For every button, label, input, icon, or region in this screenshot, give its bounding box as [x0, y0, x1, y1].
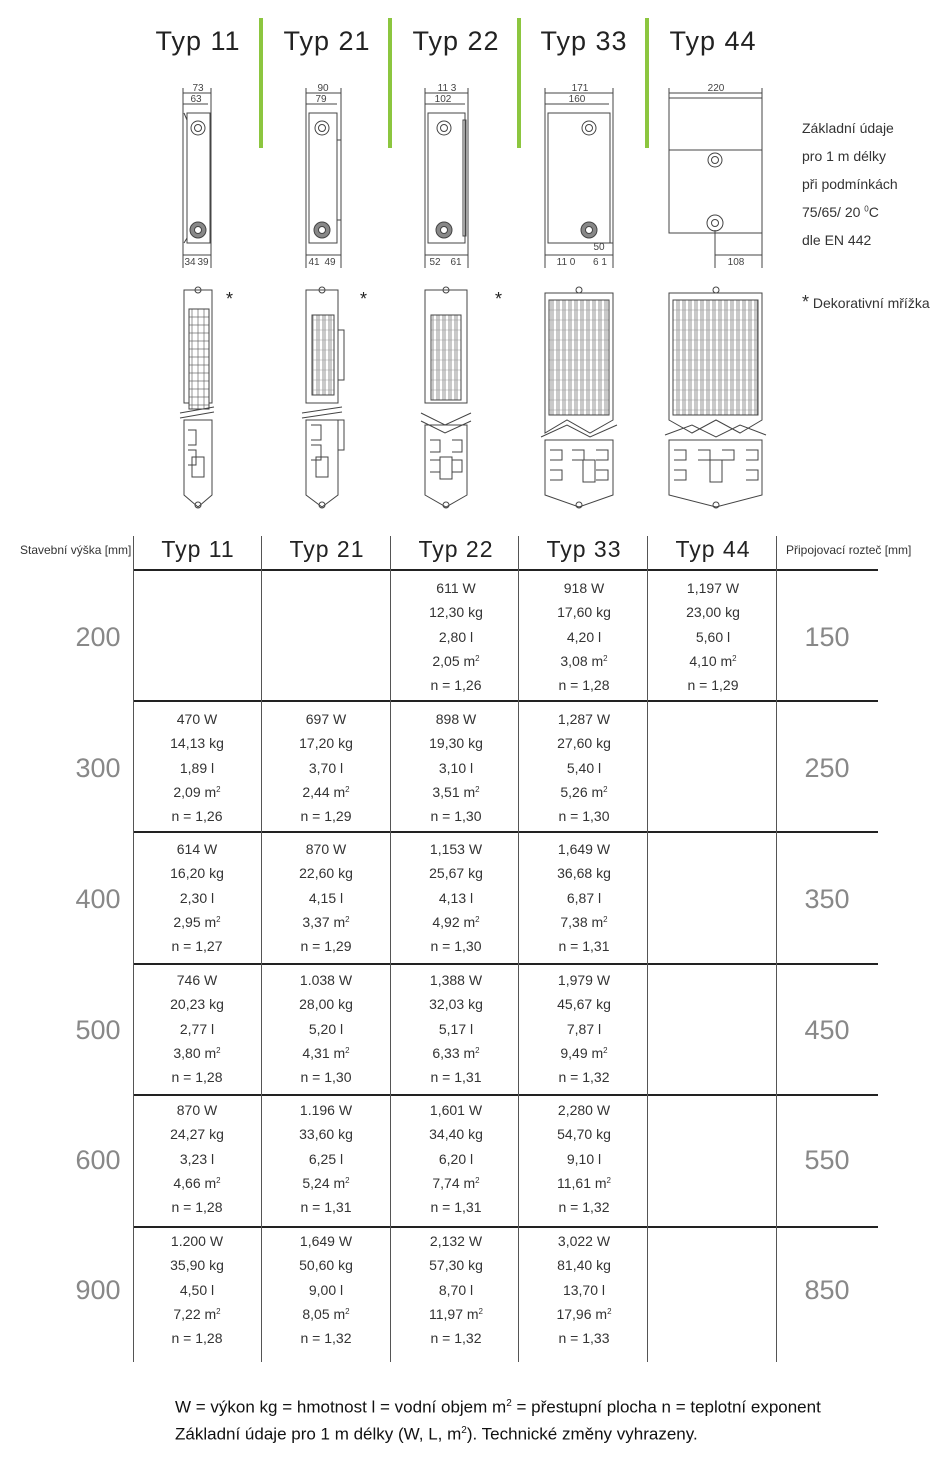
row-height: 500 — [75, 1015, 121, 1045]
section-drawing-44 — [665, 287, 766, 508]
table-rule — [133, 1094, 878, 1096]
dim-t11-b2: 39 — [197, 257, 209, 268]
dim-t21-b1: 41 — [308, 257, 320, 268]
table-rule — [133, 1226, 878, 1228]
dim-t22-b2: 61 — [450, 257, 462, 268]
table-cell: 870 W 22,60 kg 4,15 l 3,37 $m^2$ n = 1,29 — [299, 841, 353, 955]
type-heading-21: Typ 21 — [283, 26, 371, 56]
table-rule — [133, 700, 878, 702]
row-height: 400 — [75, 884, 121, 914]
section-drawing-21 — [302, 287, 344, 508]
table-head-44: Typ 44 — [675, 536, 751, 562]
decor-star-11: * — [226, 289, 234, 309]
row-spacing: 150 — [804, 622, 850, 652]
dim-t22-b1: 52 — [429, 257, 441, 268]
section-drawing-22 — [421, 287, 471, 508]
row-spacing: 850 — [804, 1275, 850, 1305]
table-cell: 918 W 17,60 kg 4,20 l 3,08 $m^2$ n = 1,28 — [557, 580, 611, 694]
dim-t21-top: 90 — [317, 83, 329, 94]
dim-t33-b1: 11 0 — [556, 257, 576, 268]
table-head-22: Typ 22 — [418, 536, 494, 562]
radiator-section-drawings — [0, 285, 790, 515]
dim-t11-second: 63 — [190, 94, 202, 105]
table-cell: 1,979 W 45,67 kg 7,87 l 9,49 $m^2$ n = 1,32 — [557, 972, 611, 1086]
row-spacing: 350 — [804, 884, 850, 914]
decor-legend: * Dekorativní mřížka — [802, 292, 930, 312]
table-cell: 3,022 W 81,40 kg 13,70 l 17,96 $m^2$ n = 1,33 — [556, 1233, 612, 1347]
row-spacing: 550 — [804, 1145, 850, 1175]
table-cell: 1,197 W 23,00 kg 5,60 l 4,10 $m^2$ n = 1,29 — [686, 580, 740, 694]
dimension-drawing-21 — [306, 88, 341, 268]
dim-t22-second: 102 — [434, 94, 452, 105]
table-cell: 1,153 W 25,67 kg 4,13 l 4,92 $m^2$ n = 1,30 — [429, 841, 483, 955]
table-head-11: Typ 11 — [161, 536, 235, 562]
legend — [175, 1392, 821, 1445]
dimension-drawing-22 — [425, 88, 468, 268]
table-cell: 611 W 12,30 kg 2,80 l 2,05 $m^2$ n = 1,26 — [429, 580, 483, 694]
table-rule — [133, 831, 878, 833]
table-cell: 898 W 19,30 kg 3,10 l 3,51 $m^2$ n = 1,30 — [429, 711, 483, 825]
decor-star-21: * — [360, 289, 368, 309]
table-cell: 1,649 W 36,68 kg 6,87 l 7,38 $m^2$ n = 1,31 — [557, 841, 611, 955]
table-cell: 470 W 14,13 kg 1,89 l 2,09 $m^2$ n = 1,26 — [170, 711, 224, 825]
note-line-1: Základní údaje — [802, 120, 894, 136]
table-cell: 1,649 W 50,60 kg 9,00 l 8,05 $m^2$ n = 1,32 — [299, 1233, 353, 1347]
table-head-21: Typ 21 — [289, 536, 365, 562]
table-cell: 614 W 16,20 kg 2,30 l 2,95 $m^2$ n = 1,27 — [170, 841, 224, 955]
dim-t21-second: 79 — [315, 94, 327, 105]
dim-t21-b2: 49 — [324, 257, 336, 268]
left-column-header: Stavební výška [mm] — [20, 543, 132, 557]
dim-t11-b1: 34 — [184, 257, 196, 268]
dim-t44-bottom: 108 — [727, 257, 745, 268]
note-line-5: dle EN 442 — [802, 232, 872, 248]
table-cell: 1,388 W 32,03 kg 5,17 l 6,33 $m^2$ n = 1,31 — [429, 972, 483, 1086]
legend-line-1: W = výkon kg = hmotnost l = vodní objem $m^2$ = přestupní plocha n = teplotní exponent — [175, 1397, 821, 1417]
table-cell: 2,132 W 57,30 kg 8,70 l 11,97 $m^2$ n = 1,32 — [429, 1233, 483, 1347]
dimension-drawing-33 — [545, 88, 613, 268]
note-line-2: pro 1 m délky — [802, 148, 887, 164]
type-heading-22: Typ 22 — [412, 26, 500, 56]
table-cell: 1.038 W 28,00 kg 5,20 l 4,31 $m^2$ n = 1,30 — [299, 972, 353, 1086]
section-drawing-33 — [541, 287, 617, 508]
table-cell: 870 W 24,27 kg 3,23 l 4,66 $m^2$ n = 1,28 — [170, 1102, 224, 1216]
dimension-drawing-44 — [669, 88, 762, 268]
table-column-line — [390, 536, 391, 1362]
note-line-4: 75/65/ 20 $^0$C — [802, 204, 879, 220]
dimension-drawing-11 — [183, 88, 211, 268]
dim-t33-b2: 6 1 — [593, 257, 607, 268]
row-height: 200 — [75, 622, 121, 652]
right-column-header: Připojovací rozteč [mm] — [786, 543, 912, 557]
table-head-33: Typ 33 — [546, 536, 622, 562]
table-cell: 1,601 W 34,40 kg 6,20 l 7,74 $m^2$ n = 1,31 — [429, 1102, 483, 1216]
table-rule — [133, 963, 878, 965]
legend-line-2: Základní údaje pro 1 m délky (W, L, $m^2$). Technické změny vyhrazeny. — [175, 1424, 698, 1444]
dim-t33-side: 50 — [593, 242, 605, 253]
row-spacing: 450 — [804, 1015, 850, 1045]
table-cell: 1.200 W 35,90 kg 4,50 l 7,22 $m^2$ n = 1,28 — [170, 1233, 224, 1347]
section-drawing-11 — [180, 287, 214, 508]
decor-star-22: * — [495, 289, 503, 309]
table-rule — [133, 569, 878, 571]
row-spacing: 250 — [804, 753, 850, 783]
row-height: 900 — [75, 1275, 121, 1305]
table-cell: 2,280 W 54,70 kg 9,10 l 11,61 $m^2$ n = 1,32 — [557, 1102, 611, 1216]
dim-t44-top: 220 — [707, 83, 725, 94]
dim-t33-second: 160 — [568, 94, 586, 105]
table-cell: 1.196 W 33,60 kg 6,25 l 5,24 $m^2$ n = 1,31 — [299, 1102, 353, 1216]
type-heading-33: Typ 33 — [540, 26, 628, 56]
table-cell: 1,287 W 27,60 kg 5,40 l 5,26 $m^2$ n = 1,30 — [557, 711, 611, 825]
radiator-dimension-drawings — [0, 80, 790, 275]
type-heading-11: Typ 11 — [155, 26, 241, 56]
dim-t33-top: 171 — [571, 83, 589, 94]
row-height: 300 — [75, 753, 121, 783]
dim-t22-top: 11 3 — [437, 83, 457, 94]
row-height: 600 — [75, 1145, 121, 1175]
table-cell: 697 W 17,20 kg 3,70 l 2,44 $m^2$ n = 1,29 — [299, 711, 353, 825]
type-heading-44: Typ 44 — [669, 26, 757, 56]
table-cell: 746 W 20,23 kg 2,77 l 3,80 $m^2$ n = 1,28 — [170, 972, 224, 1086]
note-line-3: při podmínkách — [802, 176, 898, 192]
dim-t11-top: 73 — [192, 83, 204, 94]
